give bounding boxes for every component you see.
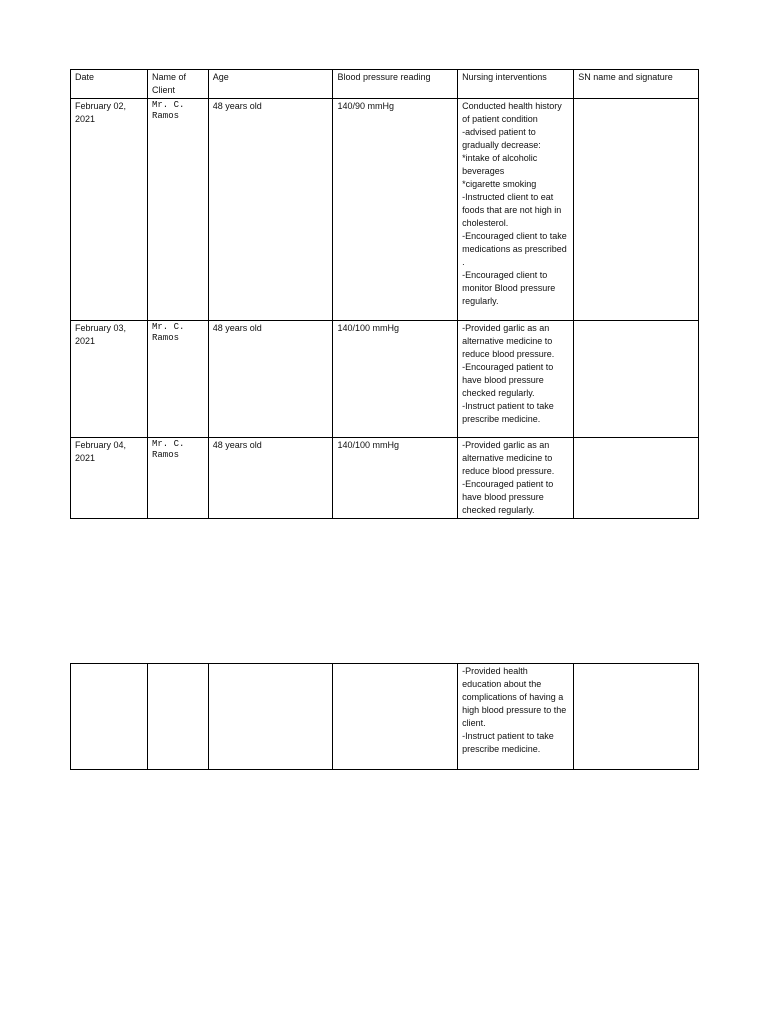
table-row: [71, 99, 699, 321]
cell-age: 48 years old: [208, 438, 333, 519]
cell-date: [71, 664, 148, 770]
intervention-line: *cigarette smoking: [462, 179, 537, 189]
cell-client-name: Mr. C. Ramos: [148, 321, 209, 438]
table-row: [71, 664, 699, 770]
cell-age: 48 years old: [208, 321, 333, 438]
table-header-row: [71, 70, 699, 99]
cell-sn-signature: [574, 99, 699, 321]
cell-sn-signature: [574, 321, 699, 438]
cell-sn-signature: [574, 664, 699, 770]
intervention-line: Conducted health history of patient condition: [462, 101, 562, 124]
intervention-line: -Instructed client to eat foods that are not high in cholesterol.: [462, 192, 562, 228]
intervention-line: -Instruct patient to take prescribe medicine.: [462, 401, 554, 424]
cell-client-name: [148, 664, 209, 770]
cell-bp-reading: 140/100 mmHg: [333, 438, 458, 519]
intervention-line: -Instruct patient to take prescribe medicine.: [462, 731, 554, 754]
cell-date: February 04, 2021: [71, 438, 148, 519]
cell-date: February 02, 2021: [71, 99, 148, 321]
cell-client-name: Mr. C. Ramos: [148, 438, 209, 519]
header-nursing-interventions: Nursing interventions: [458, 70, 574, 99]
intervention-line: -Encouraged client to monitor Blood pressure regularly.: [462, 270, 556, 306]
blood-pressure-log-continuation-table: [70, 663, 699, 770]
cell-bp-reading: [333, 664, 458, 770]
header-bp-reading: Blood pressure reading: [333, 70, 458, 99]
header-sn-signature: SN name and signature: [574, 70, 699, 99]
cell-client-name: Mr. C. Ramos: [148, 99, 209, 321]
cell-nursing-interventions: [458, 99, 574, 321]
intervention-line: -Provided garlic as an alternative medicine to reduce blood pressure.: [462, 440, 555, 476]
intervention-line: -Encouraged client to take medications as prescribed .: [462, 231, 567, 267]
cell-nursing-interventions: [458, 664, 574, 770]
intervention-line: -Encouraged patient to have blood pressure checked regularly.: [462, 479, 554, 515]
intervention-line: -Provided health education about the complications of having a high blood pressure to the client.: [462, 666, 567, 728]
header-client-name: Name of Client: [148, 70, 209, 99]
table-row: [71, 321, 699, 438]
header-age: Age: [208, 70, 333, 99]
cell-bp-reading: 140/90 mmHg: [333, 99, 458, 321]
intervention-line: -advised patient to gradually decrease:: [462, 127, 541, 150]
intervention-line: -Provided garlic as an alternative medicine to reduce blood pressure.: [462, 323, 555, 359]
intervention-line: -Encouraged patient to have blood pressure checked regularly.: [462, 362, 554, 398]
cell-age: 48 years old: [208, 99, 333, 321]
cell-age: [208, 664, 333, 770]
cell-bp-reading: 140/100 mmHg: [333, 321, 458, 438]
header-date: Date: [71, 70, 148, 99]
cell-nursing-interventions: [458, 438, 574, 519]
intervention-line: *intake of alcoholic beverages: [462, 153, 538, 176]
cell-nursing-interventions: [458, 321, 574, 438]
table-row: [71, 438, 699, 519]
cell-date: February 03, 2021: [71, 321, 148, 438]
cell-sn-signature: [574, 438, 699, 519]
blood-pressure-log-table: [70, 69, 699, 519]
